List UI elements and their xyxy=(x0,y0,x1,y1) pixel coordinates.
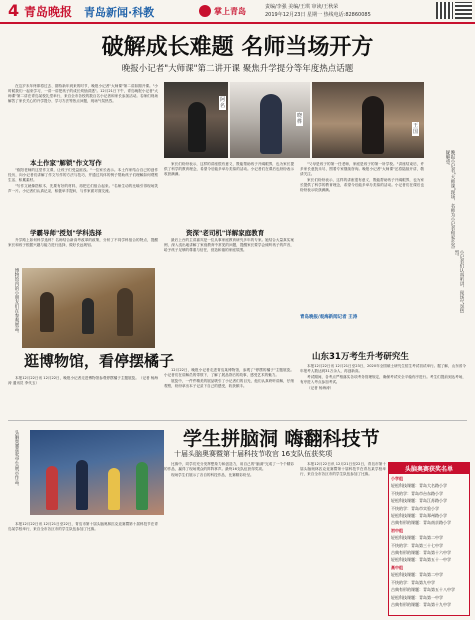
lecture-photo-2 xyxy=(230,82,310,158)
award-item: 古典有形的课题：青岛第五十八中学 xyxy=(391,587,455,593)
science-photo xyxy=(30,430,164,515)
museum-side-label: 博物馆内的小朋友们在参观展品。 xyxy=(14,268,19,336)
photo-name-label: 晓桦 xyxy=(297,113,303,125)
section-name: 青岛新闻·科教 xyxy=(84,6,155,19)
award-item: 不快的学：青岛市台东路小学 xyxy=(391,490,443,496)
article2-photo-caption xyxy=(8,376,158,406)
date-line: 2019年12月23日 星期一 热线电话:82860085 xyxy=(265,12,371,18)
photo-name-label: 阿名 xyxy=(220,97,226,109)
paragraph: 家长们纷纷表示，这样的讲座很有意义，既能帮助孩子开阔眼界，也为家长提供了科学的教育理念，希望今后能多举办类似的活动。小记者们在课后也纷纷表示收获满满。 xyxy=(300,177,424,193)
paragraph: 在这岁末年终即将过去、期待新年到来的时节，晚报小记者"大师课"第二讲如期开课。"小时候我们一起来学习，一讲一讲把孩子的成长烦恼讲透"。12月21日下午，青岛晚报小记者"大师课"第二讲在青岛某校礼堂举行，来自全市各校的数百名小记者和家长参加活动。名师们现场解答了家长关心的升学提分、学习方法等热点问题，现场气氛热烈。 xyxy=(8,84,158,104)
page-number: 4 xyxy=(8,1,20,20)
article1-section4-right xyxy=(300,162,424,312)
paragraph: 展览中，一件件精美的展品吸引了小记者们的目光，他们认真聆听讲解，仔细观察，纷纷拿出本子记录下自己的感受，收获颇丰。 xyxy=(164,378,294,388)
qr-code-icon xyxy=(436,2,453,19)
exhibit-figure xyxy=(82,298,94,334)
article1-section1-title: 本土作家"解锁"作文写作 xyxy=(30,159,102,167)
article2-title: 逛博物馆，看停摆橘子 xyxy=(24,352,175,370)
awards-box xyxy=(388,462,470,616)
article1-side-caption-2: 小记者们认真听讲，现场气氛热烈。 xyxy=(454,250,464,313)
paragraph: 家长们纷纷表示，这样的讲座很有意义，既能帮助孩子开阔眼界，也为家长提供了科学的教育理念，希望今后能多举办类似的活动。小记者们在课后也纷纷表示收获满满。 xyxy=(164,162,294,177)
article1-section2 xyxy=(8,238,158,268)
museum-photo xyxy=(22,268,155,348)
award-item: 轻松科技课题：青岛第二中学 xyxy=(391,535,443,541)
paragraph: 本报12月22日讯 12月21日至23日，2020年全国硕士研究生招生考试初试举行。据了解，山东省今年报考人数达到31万余人，再创新高。 xyxy=(300,364,466,374)
paragraph: 升学路上如何科学选科？名师结合新高考改革的政策，分析了不同学科组合的特点，提醒家长和孩子根据兴趣与能力进行选择，做好长远规划。 xyxy=(8,238,158,248)
section-divider xyxy=(8,420,467,421)
article4-title: 学生拼脑洞 嗨翻科技节 xyxy=(183,428,380,450)
paragraph: "父母是孩子的第一任老师，家庭是孩子的第一所学校。"讲座结束后，许多家长意犹未尽，围着专家继续咨询。晚报小记者"大师课"还将陆续开讲，敬请关注。 xyxy=(300,162,424,177)
article1-section3 xyxy=(164,162,294,222)
awards-list xyxy=(389,474,469,609)
awards-title: 头脑奥赛获奖名单 xyxy=(389,463,469,474)
article1-section2-title: 学霸导师"授划"学科选择 xyxy=(30,229,102,237)
article2-body xyxy=(164,368,294,408)
article1-section1 xyxy=(8,168,158,224)
article1-section4 xyxy=(164,238,294,318)
exhibit-figure xyxy=(117,288,133,336)
award-item: 不快的学：青岛市实验小学 xyxy=(391,505,439,511)
award-item: 初中组 xyxy=(391,527,403,533)
article4-body-mid xyxy=(164,462,294,612)
paragraph: 本报12月22日讯 12月21日至22日，青岛市第十届头脑奥林匹克竞赛暨第十届科技节在青岛某学校举行，来自全市各区市的学生队伍参加了比赛。 xyxy=(8,522,158,532)
qr-code-icon xyxy=(455,2,472,19)
award-item: 古典有形的课题：青岛第十九中学 xyxy=(391,601,451,607)
article1-section4-title: 资深"老司机"详解家庭教育 xyxy=(186,229,265,237)
award-item: 轻松科技课题：青岛第一中学 xyxy=(391,594,443,600)
paragraph: （记者 杨海涛） xyxy=(307,385,334,390)
paragraph: 12月22日，晚报小记者走进青岛某博物馆，参观了"停摆的橘子"主题展览。小记者们在讲解员的带领下，了解了展品背后的故事，感受艺术的魅力。 xyxy=(164,368,294,378)
science-photo-caption: 头脑奥赛获奖学生展示作品。 xyxy=(14,430,19,489)
exhibit-figure xyxy=(40,292,54,332)
award-item: 不快的学：青岛第三十七中学 xyxy=(391,542,443,548)
award-item: 轻松科技课题：青岛江苏路小学 xyxy=(391,498,447,504)
paragraph: 最后上台的主讲嘉宾是一位从事家庭教育研究多年的专家。她结合大量真实案例，深入浅出地讲解了家庭教育中常见的问题，提醒家长要学会倾听孩子的声音，给予孩子足够的尊重与信任，营造和谐的家庭氛围。 xyxy=(164,238,294,253)
paragraph: 现场学生们展示了各自的科技作品，比赛精彩纷呈。 xyxy=(171,472,254,477)
student-figure xyxy=(76,460,88,510)
article1-credit: 青岛晚报/观海新闻记者 王涛 xyxy=(300,315,358,320)
main-headline: 破解成长难题 名师当场开方 xyxy=(101,34,374,60)
award-item: 轻松科技课题：青岛第二中学 xyxy=(391,572,443,578)
award-item: 古典有形的课题：青岛南京路小学 xyxy=(391,520,451,526)
award-item: 高中组 xyxy=(391,564,403,570)
lecture-photo-3 xyxy=(312,82,424,158)
student-figure xyxy=(46,466,58,510)
award-item: 轻松科技课题：青岛第五十一中学 xyxy=(391,557,451,563)
staff-line: 责编/李强 美编/王琪 审读/王秋荣 xyxy=(265,4,339,10)
sub-headline: 晚报小记者"大师课"第二讲开课 聚焦升学提分等年度热点话题 xyxy=(121,64,354,74)
student-figure xyxy=(108,468,120,510)
award-item: 轻松科技课题：青岛大名路小学 xyxy=(391,483,447,489)
speaker-figure xyxy=(362,96,384,154)
page-header xyxy=(0,0,475,24)
brand-logo-icon xyxy=(199,5,211,17)
speaker-figure xyxy=(188,102,206,152)
article3-title: 山东31万考生升考研究生 xyxy=(312,352,409,362)
brand-name: 掌上青岛 xyxy=(214,7,246,16)
article4-body-right xyxy=(300,462,386,612)
award-item: 轻松科技课题：青岛郑州路小学 xyxy=(391,513,447,519)
article1-intro xyxy=(8,84,158,154)
article3-body xyxy=(300,364,466,424)
article4-body-left xyxy=(8,522,158,612)
article1-side-caption: 晚报小记者"大师课"现场，名师为小记者和家长答疑解惑。 xyxy=(445,150,455,249)
paragraph: 比赛中，同学们充分发挥想象力和创造力，用自己的"脑洞"完成了一个个精彩的作品，赢得了现场观众的阵阵掌声。最终16支队伍获得奖项。 xyxy=(164,462,294,472)
student-figure xyxy=(136,462,148,510)
paper-name: 青岛晚报 xyxy=(24,5,73,19)
lecture-photo-1 xyxy=(164,82,228,158)
paragraph: "欧阳老师的这堂作文课，让孩子们受益匪浅。"一位家长表示。本土作家结合自己的创作经历，向小记者们讲解了作文写作的方法与技巧，并通过具体的例子帮助孩子们理解如何观察生活、积累素材。 xyxy=(8,168,158,183)
speaker-figure xyxy=(260,94,282,154)
paragraph: 本报12月22日讯 12月22日，晚报小记者走进博物馆参观停摆橘子主题展览。（记者 杨海涛 通讯员 李代玉） xyxy=(8,376,158,386)
award-item: 不快的学：青岛第九中学 xyxy=(391,579,435,585)
award-item: 小学组 xyxy=(391,476,403,481)
article4-subtitle: 十届头脑奥赛暨第十届科技节收官 16支队伍获奖项 xyxy=(174,450,333,458)
paragraph: "写作文就像搭积木，先要有好的材料，再把它们组合起来。"名师生动的比喻引得现场笑声一片。小记者们认真记录，积极举手提问，与作家面对面交流。 xyxy=(8,183,158,193)
award-item: 古典有形的课题：青岛第十六中学 xyxy=(391,550,451,556)
paragraph: 本报12月22日讯 12月21日至22日，青岛市第十届头脑奥林匹克竞赛暨第十届科技节在青岛某学校举行，来自全市各区市的学生队伍参加了比赛。 xyxy=(300,462,386,477)
photo-name-label: 王国 xyxy=(413,123,419,135)
paragraph: 考试期间，各考点严格落实各项考务管理规定，确保考试安全平稳有序进行。考生们提前到达考场，有序进入考点参加考试。 xyxy=(300,374,466,384)
